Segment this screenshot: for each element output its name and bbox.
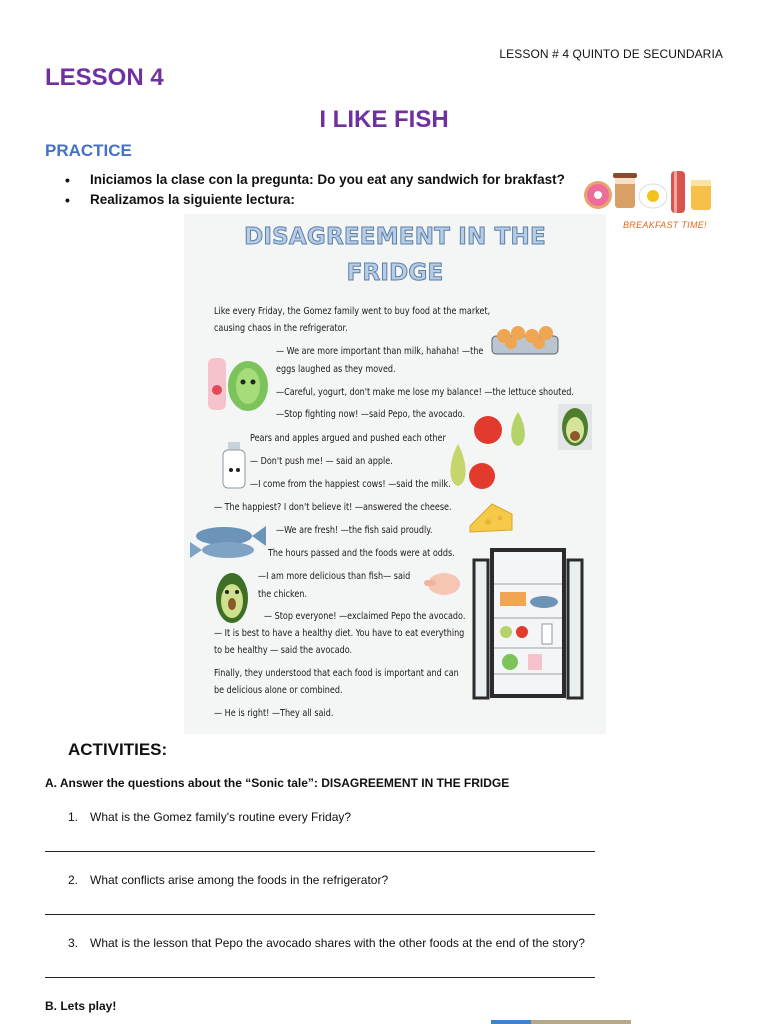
yogurt-lettuce-icon — [202, 354, 272, 416]
fish-icon — [190, 520, 268, 562]
story-line: — The happiest? I don't believe it! —answered the cheese. — [214, 502, 452, 513]
chicken-icon — [422, 570, 462, 598]
story-line: the chicken. — [258, 589, 308, 600]
story-line: to be healthy — said the avocado. — [214, 645, 353, 656]
story-line: — Don't push me! — said an apple. — [250, 456, 393, 467]
question-text: What is the lesson that Pepo the avocado shares with the other foods at the end of the story? — [90, 936, 585, 950]
egg-carton-icon — [490, 318, 562, 358]
answer-line-1[interactable] — [45, 851, 595, 852]
story-line: —Careful, yogurt, don't make me lose my balance! —the lettuce shouted. — [276, 387, 574, 398]
story-line: —We are fresh! —the fish said proudly. — [276, 525, 433, 536]
story-line: —Stop fighting now! —said Pepo, the avocado. — [276, 409, 466, 420]
cheese-icon — [466, 500, 516, 536]
list-item: • Iniciamos la clase con la pregunta: Do you eat any sandwich for brakfast? — [65, 171, 565, 191]
story-title-line1: DISAGREEMENT IN THE — [244, 224, 546, 250]
question-1 — [68, 810, 351, 824]
question-number: 3. — [68, 936, 79, 950]
game-image-thumbnail — [491, 1020, 631, 1024]
story-line: Finally, they understood that each food is important and can — [214, 668, 459, 679]
question-2 — [68, 873, 388, 887]
story-line: Like every Friday, the Gomez family went to buy food at the market, — [214, 306, 491, 317]
question-number: 1. — [68, 810, 79, 824]
story-line: — It is best to have a healthy diet. You have to eat everything — [214, 628, 465, 639]
section-a-title: A. Answer the questions about the “Sonic tale”: DISAGREEMENT IN THE FRIDGE — [45, 776, 510, 790]
story-line: — Stop everyone! —exclaimed Pepo the avocado. — [264, 611, 466, 622]
list-item: • Realizamos la siguiente lectura: — [65, 191, 565, 211]
answer-line-2[interactable] — [45, 914, 595, 915]
pear-apple-icon — [442, 442, 496, 494]
question-number: 2. — [68, 873, 79, 887]
story-line: — We are more important than milk, hahaha! —the — [276, 346, 484, 357]
story-line: eggs laughed as they moved. — [276, 364, 396, 375]
answer-line-3[interactable] — [45, 977, 595, 978]
story-line: be delicious alone or combined. — [214, 685, 343, 696]
open-fridge-icon — [472, 548, 584, 700]
story-line: — He is right! —They all said. — [214, 708, 334, 719]
section-b-title: B. Lets play! — [45, 999, 117, 1013]
question-text: What conflicts arise among the foods in the refrigerator? — [90, 873, 389, 887]
lesson-number: LESSON 4 — [45, 64, 164, 91]
story-line: Pears and apples argued and pushed each other — [250, 433, 446, 444]
page-title: I LIKE FISH — [319, 106, 449, 133]
breakfast-time-label: BREAKFAST TIME! — [623, 220, 707, 230]
story-poster — [184, 214, 606, 734]
question-3 — [68, 936, 585, 950]
lesson-header: LESSON # 4 QUINTO DE SECUNDARIA — [499, 47, 723, 61]
practice-heading: PRACTICE — [45, 141, 132, 160]
activities-heading: ACTIVITIES: — [68, 740, 168, 759]
practice-list — [65, 171, 565, 211]
milk-bottle-icon — [220, 440, 248, 492]
avocado-icon — [212, 570, 252, 626]
breakfast-foods-icon — [583, 168, 723, 220]
story-line: The hours passed and the foods were at odds. — [268, 548, 455, 559]
story-line: causing chaos in the refrigerator. — [214, 323, 348, 334]
question-text: What is the Gomez family's routine every Friday? — [90, 810, 352, 824]
story-line: —I come from the happiest cows! —said the milk. — [250, 479, 451, 490]
story-title-line2: FRIDGE — [346, 260, 444, 286]
story-line: —I am more delicious than fish— said — [258, 571, 411, 582]
